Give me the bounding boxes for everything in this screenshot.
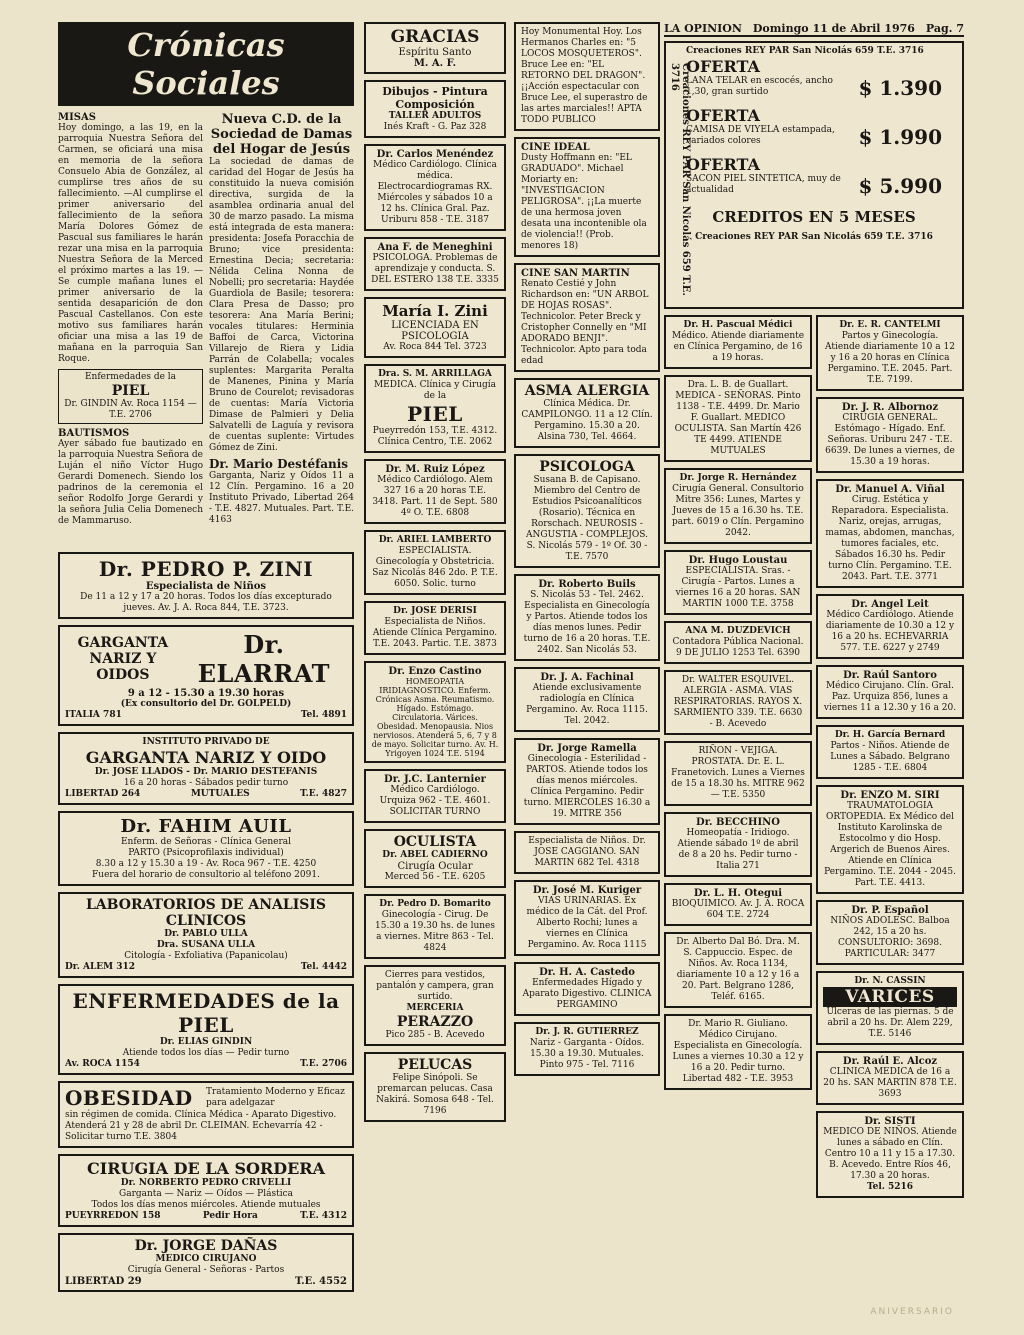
ad-danas (58, 1233, 354, 1292)
ad-ramella (514, 738, 660, 825)
derisi-text: Especialista de Niños. Atiende Clínica Pergamino. T.E. 2043. Partic. T.E. 3873 (372, 617, 498, 649)
gutierrez-text: Nariz - Garganta - Oídos. 15.30 a 19.30. Mutuales. Pinto 975 - Tel. 7116 (529, 1038, 645, 1070)
perazzo-text: Cierres para vestidos, pantalón y campera, gran surtido. (376, 970, 494, 1002)
ad-meneghini (364, 237, 506, 291)
buils-text: S. Nicolás 53 - Tel. 2462. Especialista en Ginecología y Partos. Atiende todos los días menos lunes. Pedir turno de 16 a 20 horas. T.E. 2402. San Nicolás 53. (523, 590, 651, 655)
becchino-text: Homeopatía - Iridiogo. Atiende sábado 1º de abril de 8 a 20 hs. Pedir turno - Italia 271 (677, 828, 799, 871)
elarrat-left: GARGANTA NARIZ Y OIDOS (77, 635, 169, 683)
piel-ad-line: Dr. GINDIN Av. Roca 1154 — T.E. 2706 (64, 399, 197, 420)
column-2 (364, 22, 506, 1317)
hernandez-text: Cirugía General. Consultorio Mitre 356: Lunes, Martes y Jueves de 15 a 16.30 hs. T.E. part. 6019 o Clín. Pergamino 2042. (671, 484, 804, 538)
ad-giuliano (664, 1014, 812, 1090)
elarrat-sub: (Ex consultorio del Dr. GOLPELD) (120, 699, 292, 709)
ad-castino (364, 661, 506, 763)
obes-title: OBESIDAD (65, 1086, 193, 1110)
ad-albornoz (816, 397, 964, 473)
albornoz-name: Dr. J. R. Albornoz (841, 402, 939, 413)
ad-siri (816, 785, 964, 894)
inst-tel: T.E. 4827 (300, 789, 347, 799)
ad-rey-par (664, 41, 964, 309)
zini-spec: Especialista de Niños (145, 581, 267, 592)
paper-date: Domingo 11 de Abril 1976 (752, 22, 915, 35)
inst-docs: Dr. JOSE LLADOS - Dr. MARIO DESTEFANIS (94, 767, 318, 777)
santoro-text: Médico Cirujano. Clín. Gral. Paz. Urquiza 856, lunes a viernes 11 a 12.30 y 16 a 20. (823, 681, 957, 713)
destefanis-name: Dr. Mario Destéfanis (209, 457, 349, 471)
inst-hours: 16 a 20 horas - Sábados pedir turno (123, 778, 289, 788)
cir-tel: T.E. 4312 (300, 1211, 347, 1221)
gracias-title: GRACIAS (390, 27, 480, 47)
menendez-name: Dr. Carlos Menéndez (376, 149, 494, 160)
arrillaga-name: Dra. S. M. ARRILLAGA (378, 369, 492, 379)
ad-enfermedades-piel (58, 984, 354, 1075)
gracias-sig: M. A. F. (413, 58, 457, 69)
cir-addr: PUEYRREDON 158 (65, 1211, 161, 1221)
ad-cine-ideal (514, 137, 660, 257)
lab-title: LABORATORIOS DE ANALISIS CLINICOS (85, 897, 327, 929)
ad-sisti (816, 1111, 964, 1198)
bernard-text: Partos - Niños. Atiende de Lunes a Sábado. Belgrano 1285 - T.E. 6804 (830, 741, 950, 773)
cronicas-body (58, 112, 354, 552)
auil-note: Fuera del horario de consultorio al teléfono 2091. (92, 870, 320, 880)
ruiz-text: Médico Cardiólogo. Alem 327 16 a 20 horas T.E. 3418. Part. 11 de Sept. 580 4º O. T.E. 6808 (372, 475, 498, 518)
dalbo-text: Dr. Alberto Dal Bó. Dra. M. S. Cappuccio. Espec. de Niños. Av. Roca 1134, diariamente 10 a 12 y 16 a 20. Part. Belgrano 1286, Teléf. 6165. (676, 937, 800, 1002)
arrillaga-spec: MEDICA. Clínica y Cirugía de la (373, 380, 497, 401)
ad-dibujos (364, 80, 506, 138)
castedo-text: Enfermedades Hígado y Aparato Digestivo. CLINICA PERGAMINO (522, 978, 652, 1010)
ad-bernard (816, 725, 964, 779)
cir-title: CIRUGIA DE LA SORDERA (86, 1159, 326, 1178)
ad-maria-zini (364, 297, 506, 358)
offer-2-price: $ 1.990 (858, 125, 942, 149)
ad-otegui (664, 883, 812, 926)
cassin-title: VARICES (823, 987, 957, 1007)
col4-right (816, 315, 964, 1204)
destefanis-text: Garganta, Nariz y Oídos 11 a 12 Clín. Pergamino. 16 a 20 Instituto Privado, Libertad 264 - T.E. 4827. Mutuales. Part. T.E. 4163 (209, 471, 354, 525)
becchino-name: Dr. BECCHINO (696, 817, 780, 828)
alcoz-name: Dr. Raúl E. Alcoz (842, 1056, 938, 1067)
column-4 (664, 22, 964, 1317)
ramella-text: Ginecología - Esterilidad - PARTOS. Atiende todos los días menos miércoles. Clínica Pergamino. Pedir turno. MIERCOLES 16.30 a 19. MITRE 356 (523, 754, 651, 819)
guallart-text: Dra. L. B. de Guallart. MEDICA - SEÑORAS. Pinto 1138 - T.E. 4499. Dr. Mario F. Guallart. MEDICO OCULISTA. San Martín 426 TE 4499. ATIENDE MUTUALES (674, 380, 802, 456)
inst-mut: MUTUALES (190, 789, 250, 799)
alcoz-text: CLINICA MEDICA de 16 a 20 hs. SAN MARTIN 878 T.E. 3693 (823, 1067, 957, 1099)
ad-psicologa (514, 454, 660, 568)
ruiz-name: Dr. M. Ruiz López (385, 464, 485, 475)
ad-becchino (664, 812, 812, 877)
zini-l-addr: Av. Roca 844 Tel. 3723 (383, 342, 487, 352)
medici-name: Dr. H. Pascual Médici (683, 320, 793, 330)
column-3 (514, 22, 660, 1317)
ad-cassin (816, 971, 964, 1045)
lamberto-name: Dr. ARIEL LAMBERTO (378, 535, 492, 545)
hernandez-name: Dr. Jorge R. Hernández (679, 473, 797, 483)
offer-3-title: OFERTA (686, 155, 760, 174)
ocul-spec: Cirugía Ocular (397, 861, 473, 872)
lab-spec: Citología - Exfoliativa (Papanicolau) (124, 951, 288, 961)
duzdevich-name: ANA M. DUZDEVICH (685, 626, 791, 636)
cronicas-left (58, 112, 203, 552)
ad-arrillaga (364, 364, 506, 453)
bautismos-heading: BAUTISMOS (58, 428, 130, 439)
ad-cine-san-martin (514, 263, 660, 372)
albornoz-text: CIRUGIA GENERAL. Estómago - Hígado. Enf. Señoras. Uriburu 247 - T.E. 6639. De lunes a viernes, de 15.30 a 19 horas. (825, 413, 955, 467)
column-cronicas (58, 22, 354, 1317)
cine2-text: Dusty Hoffmann en: "EL GRADUADO". Michael Moriarty en: "INVESTIGACION PELIGROSA". ¡¡La muerte de una hermosa joven desata una incontenible ola de violencia!! (Prob. menores 18) (521, 153, 647, 251)
danas-spec: MEDICO CIRUJANO (155, 1254, 257, 1264)
ad-elarrat (58, 625, 354, 726)
cir-text: Todos los días menos miércoles. Atiende mutuales (91, 1200, 321, 1210)
cassin-name: Dr. N. CASSIN (854, 976, 926, 986)
buils-name: Dr. Roberto Buils (538, 579, 636, 590)
ad-espanol (816, 900, 964, 965)
lab-doc2: Dra. SUSANA ULLA (156, 940, 256, 950)
bernard-name: Dr. H. García Bernard (834, 730, 946, 740)
otegui-name: Dr. L. H. Otegui (693, 888, 783, 899)
siri-name: Dr. ENZO M. SIRI (840, 790, 940, 801)
offer-1-price: $ 1.390 (858, 76, 942, 100)
paper-page: Pag. 7 (925, 22, 964, 35)
sisti-name: Dr. SISTI (864, 1116, 916, 1127)
ad-laboratorio (58, 892, 354, 978)
ad-oculista (364, 829, 506, 888)
ad-vinal (816, 479, 964, 588)
ad-duzdevich (664, 621, 812, 664)
dib-title: Dibujos - Pintura Composición (382, 85, 488, 111)
zini-name: Dr. PEDRO P. ZINI (98, 557, 314, 581)
ad-guallart (664, 375, 812, 462)
ocul-doc: Dr. ABEL CADIERNO (382, 850, 488, 860)
creditos: CREDITOS EN 5 MESES (712, 208, 916, 226)
dib-addr: Inés Kraft - G. Paz 328 (383, 122, 487, 132)
loustau-name: Dr. Hugo Loustau (688, 555, 788, 566)
ad-bomarito (364, 894, 506, 959)
cir-doc: Dr. NORBERTO PEDRO CRIVELLI (120, 1178, 292, 1188)
bautismos-text: Ayer sábado fue bautizado en la parroquia Nuestra Señora de Luján el niño Víctor Hugo Gerardi Domenech. Siendo los padrinos de la ceremonia el señor Rodolfo Jorge Gerardi y la señora Julia Celia Domenech de Mammaruso. (58, 439, 204, 526)
ad-alcoz (816, 1051, 964, 1105)
offer-2-title: OFERTA (686, 106, 760, 125)
psic-title: PSICOLOGA (539, 459, 635, 475)
obes-side: Tratamiento Moderno y Eficaz para adelgazar (206, 1087, 345, 1108)
esquivel-text: Dr. WALTER ESQUIVEL. ALERGIA - ASMA. VIAS RESPIRATORIAS. RAYOS X. SARMIENTO 339. T.E. 6630 - B. Acevedo (673, 675, 803, 729)
ad-auil (58, 811, 354, 886)
ad-derisi (364, 601, 506, 655)
caggiano-text: Especialista de Niños. Dr. JOSE CAGGIANO. SAN MARTIN 682 Tel. 4318 (528, 836, 646, 868)
ad-gracias (364, 22, 506, 74)
danas-tel: T.E. 4552 (294, 1276, 347, 1287)
sisti-text: MEDICO DE NIÑOS. Atiende lunes a sábado en Clín. Centro 10 a 11 y 15 a 17.30. B. Acevedo. Entre Ríos 46, 17.30 a 20 horas. (823, 1127, 957, 1181)
castino-name: Dr. Enzo Castino (388, 666, 482, 677)
page-header (664, 22, 964, 37)
castedo-name: Dr. H. A. Castedo (539, 967, 635, 978)
sisti-tel: Tel. 5216 (866, 1182, 914, 1192)
ad-zini (58, 552, 354, 619)
rey-par-top: Creaciones REY PAR San Nicolás 659 T.E. 3716 (686, 46, 924, 56)
ocul-title: OCULISTA (393, 834, 477, 850)
otegui-text: BIOQUIMICO. Av. J. A. ROCA 604 T.E. 2724 (671, 899, 805, 920)
cronicas-title: Crónicas Sociales (58, 22, 354, 106)
ad-cine-monumental (514, 22, 660, 131)
ad-santoro (816, 665, 964, 719)
ad-cantelmi (816, 315, 964, 391)
ad-caggiano (514, 831, 660, 874)
asma-title: ASMA ALERGIA (524, 383, 650, 399)
cantelmi-text: Partos y Ginecología. Atiende diariamente 10 a 12 y 16 a 20 horas en Clínica Pergamino. T.E. 2045. Part. T.E. 7199. (825, 331, 955, 385)
ad-dalbo (664, 932, 812, 1008)
pel-title: PELUCAS (397, 1057, 473, 1073)
inst-addr: LIBERTAD 264 (65, 789, 141, 799)
vinal-text: Cirug. Estética y Reparadora. Especialista. Nariz, orejas, arrugas, mamas, abdomen, manchas, tumores faciales, etc. Sábados 16.30 hs. Pedir turno Clín. Pergamino. T.E. 2043. Part. T.E. 3771 (825, 495, 955, 582)
danas-name: Dr. JORGE DAÑAS (134, 1238, 278, 1254)
zini-l-spec: LICENCIADA EN PSICOLOGIA (391, 320, 479, 342)
kuriger-name: Dr. José M. Kuriger (532, 885, 642, 896)
elarrat-hours: 9 a 12 - 15.30 a 19.30 horas (127, 688, 285, 699)
ad-franetovich (664, 741, 812, 806)
offer-3-price: $ 5.990 (858, 174, 942, 198)
meneghini-text: PSICOLOGA. Problemas de aprendizaje y conducta. S. DEL ESTERO 138 T.E. 3335 (371, 253, 499, 285)
duzdevich-text: Contadora Pública Nacional. 9 DE JULIO 1253 Tel. 6390 (672, 637, 804, 658)
elarrat-tel: Tel. 4891 (300, 710, 347, 720)
cine3-text: Renato Cestié y John Richardson en: "UN ARBOL DE HOJAS ROSAS". Technicolor. Peter Breck y Cristopher Connelly en "MI ADORADO BENJI". Technicolor. Apto para toda edad (521, 279, 649, 366)
cine2-head: CINE IDEAL (521, 142, 590, 153)
bomarito-name: Dr. Pedro D. Bomarito (379, 899, 491, 909)
lab-addr: Dr. ALEM 312 (65, 962, 136, 972)
ad-asma (514, 378, 660, 448)
cine1-text: Hoy Monumental Hoy. Los Hermanos Charles en: "5 LOCOS MOSQUETEROS". Bruce Lee en: "EL RETORNO DEL DRAGON". ¡¡Acción espectacular con Bruce Lee, el superastro de las artes marciales!! APTA TODO PUBLICO (521, 27, 648, 125)
lab-tel: Tel. 4442 (300, 962, 347, 972)
danas-text: Cirugía General - Señoras - Partos (127, 1265, 285, 1275)
ad-medici (664, 315, 812, 369)
perazzo-head: MERCERIA (406, 1003, 464, 1013)
offer-2-text: CAMISA DE VIYELA estampada, variados colores (686, 125, 835, 146)
psic-text: Susana B. de Capisano. Miembro del Centro de Estudios Psicoanalíticos (Rosario). Técnica en Rorschach. NEUROSIS - ANGUSTIA - COMPLEJOS. S. Nicolás 579 - 1º Of. 30 - T.E. 7570 (526, 475, 648, 562)
lamberto-text: ESPECIALISTA. Ginecología y Obstetricia. Saz Nicolás 846 2do. P. T.E. 6050. Solic. turno (372, 546, 498, 589)
auil-hours: 8.30 a 12 y 15.30 a 19 - Av. Roca 967 - T.E. 4250 (95, 859, 317, 869)
enf-title: ENFERMEDADES de la PIEL (72, 989, 340, 1037)
piel-ad-word: PIEL (111, 383, 150, 399)
ad-ruiz (364, 459, 506, 524)
ad-lamberto (364, 530, 506, 595)
col4-grid (664, 315, 964, 1204)
loustau-text: ESPECIALISTA. Sras. - Cirugía - Partos. Lunes a viernes 16 a 20 horas. SAN MARTIN 1000 T.E. 3758 (675, 566, 801, 609)
arrillaga-text: Pueyrredón 153, T.E. 4312. Clínica Centro, T.E. 2062 (372, 426, 498, 447)
offer-1-title: OFERTA (686, 57, 760, 76)
ad-hernandez (664, 468, 812, 544)
pel-text: Felipe Sinópoli. Se premarcan pelucas. Casa Nakirá. Somosa 648 - Tel. 7196 (376, 1073, 494, 1116)
leit-text: Médico Cardiólogo. Atiende diariamente de 10.30 a 12 y 16 a 20 hs. ECHEVARRIA 577. T.E. 6227 y 2749 (825, 610, 955, 653)
offer-3-text: SACON PIEL SINTETICA, muy de actualidad (686, 174, 841, 195)
gutierrez-name: Dr. J. R. GUTIERREZ (535, 1027, 639, 1037)
cronicas-right (209, 112, 354, 552)
inst-head: INSTITUTO PRIVADO DE (142, 737, 270, 747)
ad-buils (514, 574, 660, 661)
elarrat-addr: ITALIA 781 (65, 710, 122, 720)
medici-text: Médico. Atiende diariamente en Clínica Pergamino, de 16 a 19 horas. (671, 331, 805, 363)
cir-hora: Pedir Hora (202, 1211, 258, 1221)
gracias-sub: Espíritu Santo (398, 47, 472, 58)
ad-perazzo (364, 965, 506, 1046)
piel-ad-head: Enfermedades de la (84, 372, 177, 382)
ad-obesidad (58, 1081, 354, 1148)
cd-text: La sociedad de damas de caridad del Hogar de Jesús ha constituido la nueva comisión directiva, surgida de la asamblea ordinaria anual del 30 de marzo pasado. La misma está integrada de esta manera: presidenta: Josefa Poracchia de Bruno; vice presidenta: Ernestina Decia; secretaria: Nélida Celina Nonna de Nobelli; pro secretaria: Haydée Guardiola de Basile; tesorera: Clara Presa de Dasso; pro tesorera: Ana María Berini; vocales titulares: Herminia Baffoi de Carca, Victorina Villarejo de Riera y Lidia Parrán de Colabella; vocales suplentes: Margarita Peralta de Manenes, Pinina y María Bruno de Courelot; revisadoras de cuentas: María Victoria Dimase de Palmieri y Delia Salvatelli de Laguía y revisora de cuentas suplente: Virtudes Gómez de Zini. (209, 157, 354, 453)
vinal-name: Dr. Manuel A. Viñal (835, 484, 945, 495)
offer-1-text: LANA TELAR en escocés, ancho 1,30, gran surtido (686, 76, 833, 97)
ocul-addr: Merced 56 - T.E. 6205 (384, 872, 486, 882)
menendez-text: Médico Cardiólogo. Clínica médica. Electrocardiogramas RX. Miércoles y sábados 10 a 12 hs. Clínica Gral. Paz. Uriburu 858 - T.E. 3187 (373, 160, 497, 225)
cir-spec: Garganta — Nariz — Oídos — Plástica (119, 1189, 293, 1199)
rey-par-side: Creaciones REY PAR San Nicolás 659 T.E. 3716 (669, 63, 691, 296)
santoro-name: Dr. Raúl Santoro (843, 670, 937, 681)
inst-title: GARGANTA NARIZ Y OIDO (85, 748, 327, 767)
ad-instituto (58, 732, 354, 805)
fachinal-name: Dr. J. A. Fachinal (540, 672, 634, 683)
ad-loustau (664, 550, 812, 615)
lab-doc1: Dr. PABLO ULLA (164, 929, 248, 939)
ad-cirugia-sordera (58, 1154, 354, 1227)
rey-par-bottom: Creaciones REY PAR San Nicolás 659 T.E. 3716 (695, 232, 933, 242)
dib-sub: TALLER ADULTOS (388, 111, 482, 121)
fachinal-text: Atiende exclusivamente radiología en Clínica Pergamino. Av. Roca 1115. Tel. 2042. (526, 683, 648, 726)
enf-doc: Dr. ELIAS GINDIN (159, 1037, 253, 1047)
col4-left (664, 315, 812, 1204)
lanternier-text: Médico Cardiólogo. Urquiza 962 - T.E. 4601. SOLICITAR TURNO (379, 785, 491, 817)
perazzo-name: PERAZZO (396, 1014, 474, 1030)
ad-castedo (514, 962, 660, 1016)
ad-lanternier (364, 769, 506, 823)
ad-gutierrez (514, 1022, 660, 1076)
arrillaga-word: PIEL (407, 402, 463, 426)
enf-addr: Av. ROCA 1154 (65, 1059, 140, 1069)
auil-name: Dr. FAHIM AUIL (120, 816, 292, 837)
piel-ad-small (58, 369, 203, 424)
perazzo-addr: Pico 285 - B. Acevedo (385, 1030, 485, 1040)
lanternier-name: Dr. J.C. Lanternier (384, 774, 486, 785)
ad-menendez (364, 144, 506, 231)
ad-kuriger (514, 880, 660, 956)
giuliano-text: Dr. Mario R. Giuliano. Médico Cirujano. Especialista en Ginecología. Lunes a viernes 10.30 a 12 y 16 a 20. Pedir turno. Libertad 482 - T.E. 3953 (672, 1019, 804, 1084)
cassin-text: Ulceras de las piernas. 5 de abril a 20 hs. Dr. Alem 229, T.E. 5146 (826, 1007, 954, 1039)
espanol-text: NIÑOS ADOLESC. Balboa 242, 15 a 20 hs. CONSULTORIO: 3698. PARTICULAR: 3477 (830, 916, 950, 959)
leit-name: Dr. Angel Leit (851, 599, 929, 610)
elarrat-name: Dr. ELARRAT (197, 630, 331, 688)
anniversary-watermark: ANIVERSARIO (870, 1307, 954, 1317)
bomarito-text: Ginecología - Cirug. De 15.30 a 19.30 hs. de lunes a viernes. Mitre 863 - Tel. 4824 (375, 910, 495, 953)
paper-name: LA OPINION (664, 22, 742, 35)
asma-text: Clínica Médica. Dr. CAMPILONGO. 11 a 12 Clín. Pergamino. 15.30 a 20. Alsina 730, Tel. 4664. (521, 399, 653, 442)
meneghini-name: Ana F. de Meneghini (377, 242, 493, 253)
cantelmi-name: Dr. E. R. CANTELMI (839, 320, 941, 330)
cd-title: Nueva C.D. de la Sociedad de Damas del Hogar de Jesús (210, 112, 353, 157)
espanol-name: Dr. P. Español (851, 905, 929, 916)
ad-pelucas (364, 1052, 506, 1122)
cine3-head: CINE SAN MARTIN (521, 268, 630, 279)
derisi-name: Dr. JOSE DERISI (393, 606, 477, 616)
zini-text: De 11 a 12 y 17 a 20 horas. Todos los días excepturado jueves. Av. J. A. Roca 844, T.E. 3723. (80, 592, 332, 613)
misas-heading: MISAS (58, 112, 96, 123)
ad-leit (816, 594, 964, 659)
castino-text: HOMEOPATIA IRIDIAGNOSTICO. Enferm. Crónicas Asma. Reumatismo. Hígado. Estómago. Circulatoria. Várices. Obesidad. Menopausia. Nios nerviosos. Atenderá 5, 6, 7 y 8 de mayo. Solicitar turno. Av. H. Yrigoyen 1024 T.E. 5194 (371, 677, 499, 758)
auil-sub: PARTO (Psicoprofilaxis individual) (128, 848, 284, 858)
misas-text: Hoy domingo, a las 19, en la parroquia Nuestra Señora del Carmen, se oficiará una misa en memoria de la señora Consuelo Abia de González, al cumplirse tres años de su fallecimiento. —Al cumplirse el primer aniversario del fallecimiento de la señora María Dolores Gómez de Pascual sus familiares le harán rezar una misa en la parroquia Nuestra Señora de la Merced el próximo martes a las 19. —Se cumple mañana lunes el primer aniversario de la sentida desaparición de don Pascual Castellanos. Con este motivo sus familiares harán oficiar una misa a las 19 de mañana en la parroquia San Roque. (58, 123, 203, 364)
ramella-name: Dr. Jorge Ramella (537, 743, 637, 754)
franetovich-text: RIÑON - VEJIGA. PROSTATA. Dr. E. L. Franetovich. Lunes a Viernes de 15 a 18.30 hs. MITRE 962 — T.E. 5350 (671, 746, 805, 800)
ad-esquivel (664, 670, 812, 735)
danas-addr: LIBERTAD 29 (65, 1276, 142, 1287)
enf-hours: Atiende todos los días — Pedir turno (122, 1048, 290, 1058)
enf-tel: T.E. 2706 (300, 1059, 347, 1069)
siri-text: TRAUMATOLOGIA ORTOPEDIA. Ex Médico del Instituto Karolinska de Estocolmo y dio Hosp. Argerich de Buenos Aires. Atiende en Clínica Pergamino. T.E. 2044 - 2045. Part. T.E. 4413. (824, 801, 956, 888)
obes-text: sin régimen de comida. Clínica Médica - Aparato Digestivo. Atenderá 21 y 28 de abril Dr. CLEIMAN. Echevarría 42 - Solicitar turno T.E. 3804 (65, 1110, 337, 1142)
auil-spec: Enferm. de Señoras - Clínica General (120, 837, 292, 847)
kuriger-text: VIAS URINARIAS. Ex médico de la Cát. del Prof. Alberto Rochi; lunes a viernes en Clínica Pergamino. Av. Roca 1115 (526, 896, 648, 950)
zini-l-name: María I. Zini (382, 302, 488, 320)
ad-fachinal (514, 667, 660, 732)
